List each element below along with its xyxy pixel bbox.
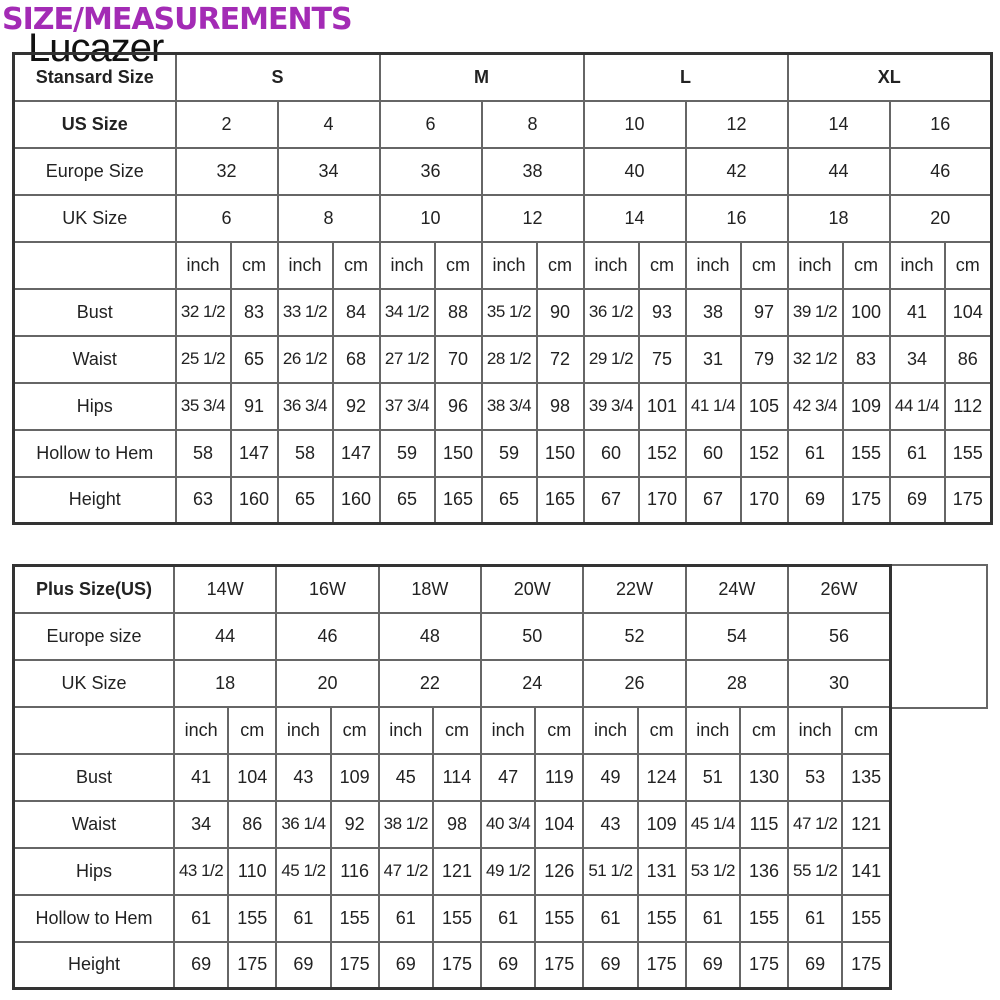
measure-value: 65 — [231, 336, 278, 383]
measure-value: 29 1/2 — [584, 336, 639, 383]
unit-label-cm: cm — [435, 242, 482, 289]
measure-value: 43 1/2 — [174, 848, 228, 895]
measure-value: 175 — [433, 942, 481, 989]
row-plus-us-size — [14, 566, 891, 613]
europe-size-value: 36 — [380, 148, 482, 195]
measure-label: Hollow to Hem — [14, 430, 176, 477]
measure-value: 43 — [583, 801, 637, 848]
row-plus-europe-size — [14, 613, 891, 660]
measure-value: 170 — [639, 477, 686, 524]
measure-row-bust — [14, 289, 992, 336]
measure-value: 86 — [945, 336, 992, 383]
measure-value: 63 — [176, 477, 231, 524]
measure-value: 175 — [842, 942, 890, 989]
measure-value: 155 — [331, 895, 379, 942]
measure-value: 79 — [741, 336, 788, 383]
row-units — [14, 242, 992, 289]
us-size-label: US Size — [14, 101, 176, 148]
measure-value: 93 — [639, 289, 686, 336]
measure-row-hollow-to-hem — [14, 430, 992, 477]
measure-value: 155 — [535, 895, 583, 942]
measure-value: 69 — [890, 477, 945, 524]
unit-label-cm: cm — [638, 707, 686, 754]
uk-size-value: 24 — [481, 660, 583, 707]
unit-label-inch: inch — [583, 707, 637, 754]
measure-value: 60 — [584, 430, 639, 477]
measure-value: 109 — [331, 754, 379, 801]
measure-value: 45 — [379, 754, 433, 801]
measure-value: 34 — [174, 801, 228, 848]
measure-value: 35 3/4 — [176, 383, 231, 430]
unit-label-inch: inch — [176, 242, 231, 289]
europe-size-value: 52 — [583, 613, 685, 660]
measure-value: 104 — [228, 754, 276, 801]
size-group-xl: XL — [788, 54, 992, 101]
measure-value: 90 — [537, 289, 584, 336]
measure-value: 61 — [788, 895, 842, 942]
europe-size-value: 32 — [176, 148, 278, 195]
measure-value: 65 — [380, 477, 435, 524]
measure-value: 160 — [231, 477, 278, 524]
measure-value: 38 — [686, 289, 741, 336]
measure-value: 121 — [842, 801, 890, 848]
uk-size-value: 12 — [482, 195, 584, 242]
europe-size-label: Europe size — [14, 613, 175, 660]
standard-size-table — [12, 52, 993, 525]
measure-value: 69 — [583, 942, 637, 989]
uk-size-value: 18 — [174, 660, 276, 707]
measure-value: 105 — [741, 383, 788, 430]
measure-value: 83 — [231, 289, 278, 336]
measure-value: 40 3/4 — [481, 801, 535, 848]
unit-label-cm: cm — [639, 242, 686, 289]
measure-value: 31 — [686, 336, 741, 383]
measure-value: 58 — [176, 430, 231, 477]
measure-value: 69 — [788, 942, 842, 989]
measure-value: 88 — [435, 289, 482, 336]
measure-value: 100 — [843, 289, 890, 336]
uk-size-value: 28 — [686, 660, 788, 707]
size-group-s: S — [176, 54, 380, 101]
us-size-value: 14 — [788, 101, 890, 148]
measure-value: 96 — [435, 383, 482, 430]
uk-size-label: UK Size — [14, 660, 175, 707]
measure-value: 61 — [481, 895, 535, 942]
measure-value: 84 — [333, 289, 380, 336]
measure-value: 152 — [741, 430, 788, 477]
unit-label-cm: cm — [433, 707, 481, 754]
measure-label: Bust — [14, 289, 176, 336]
measure-value: 155 — [433, 895, 481, 942]
measure-value: 33 1/2 — [278, 289, 333, 336]
us-size-value: 16 — [890, 101, 992, 148]
measure-value: 53 — [788, 754, 842, 801]
unit-label-cm: cm — [333, 242, 380, 289]
uk-size-value: 30 — [788, 660, 890, 707]
measure-value: 91 — [231, 383, 278, 430]
uk-size-value: 6 — [176, 195, 278, 242]
measure-row-hips — [14, 383, 992, 430]
measure-value: 69 — [379, 942, 433, 989]
measure-value: 160 — [333, 477, 380, 524]
measure-value: 114 — [433, 754, 481, 801]
measure-value: 104 — [535, 801, 583, 848]
measure-value: 155 — [945, 430, 992, 477]
unit-label-cm: cm — [740, 707, 788, 754]
measure-value: 109 — [638, 801, 686, 848]
measure-value: 115 — [740, 801, 788, 848]
uk-size-value: 8 — [278, 195, 380, 242]
us-size-value: 4 — [278, 101, 380, 148]
measure-label: Bust — [14, 754, 175, 801]
measure-value: 110 — [228, 848, 276, 895]
row-europe-size — [14, 148, 992, 195]
plus-measure-row-hips — [14, 848, 891, 895]
header-row-size-groups — [14, 54, 992, 101]
measure-value: 141 — [842, 848, 890, 895]
europe-size-value: 50 — [481, 613, 583, 660]
measure-label: Hips — [14, 848, 175, 895]
measure-label: Hips — [14, 383, 176, 430]
measure-row-waist — [14, 336, 992, 383]
europe-size-value: 54 — [686, 613, 788, 660]
measure-value: 175 — [740, 942, 788, 989]
measure-value: 39 3/4 — [584, 383, 639, 430]
unit-label-inch: inch — [686, 242, 741, 289]
plus-measure-row-bust — [14, 754, 891, 801]
measure-value: 37 3/4 — [380, 383, 435, 430]
measure-value: 36 3/4 — [278, 383, 333, 430]
measure-value: 45 1/2 — [276, 848, 330, 895]
measure-value: 41 — [174, 754, 228, 801]
measure-value: 147 — [333, 430, 380, 477]
measure-value: 135 — [842, 754, 890, 801]
standard-size-label: Stansard Size — [14, 54, 176, 101]
measure-value: 32 1/2 — [788, 336, 843, 383]
europe-size-value: 46 — [890, 148, 992, 195]
measure-value: 36 1/2 — [584, 289, 639, 336]
measure-value: 51 — [686, 754, 740, 801]
row-us-size — [14, 101, 992, 148]
measure-value: 34 — [890, 336, 945, 383]
measure-value: 152 — [639, 430, 686, 477]
measure-value: 175 — [228, 942, 276, 989]
measure-value: 170 — [741, 477, 788, 524]
unit-label-cm: cm — [228, 707, 276, 754]
measure-value: 126 — [535, 848, 583, 895]
brand-watermark: Lucazer — [28, 26, 164, 70]
measure-value: 49 1/2 — [481, 848, 535, 895]
measure-value: 61 — [379, 895, 433, 942]
measure-value: 69 — [174, 942, 228, 989]
plus-size-label: Plus Size(US) — [14, 566, 175, 613]
measure-value: 165 — [435, 477, 482, 524]
uk-size-value: 20 — [276, 660, 378, 707]
measure-value: 70 — [435, 336, 482, 383]
measure-value: 41 — [890, 289, 945, 336]
measure-value: 42 3/4 — [788, 383, 843, 430]
unit-label-inch: inch — [379, 707, 433, 754]
europe-size-value: 44 — [174, 613, 276, 660]
measure-value: 44 1/4 — [890, 383, 945, 430]
measure-value: 61 — [890, 430, 945, 477]
measure-value: 121 — [433, 848, 481, 895]
measure-value: 67 — [686, 477, 741, 524]
measure-value: 175 — [535, 942, 583, 989]
measure-value: 60 — [686, 430, 741, 477]
uk-size-label: UK Size — [14, 195, 176, 242]
uk-size-value: 22 — [379, 660, 481, 707]
measure-value: 69 — [788, 477, 843, 524]
unit-label-cm: cm — [535, 707, 583, 754]
uk-size-value: 18 — [788, 195, 890, 242]
measure-value: 47 — [481, 754, 535, 801]
measure-label: Hollow to Hem — [14, 895, 175, 942]
measure-value: 58 — [278, 430, 333, 477]
measure-value: 69 — [686, 942, 740, 989]
measure-label: Height — [14, 477, 176, 524]
us-size-value: 12 — [686, 101, 788, 148]
uk-size-value: 14 — [584, 195, 686, 242]
row-plus-uk-size — [14, 660, 891, 707]
measure-value: 61 — [583, 895, 637, 942]
measure-value: 68 — [333, 336, 380, 383]
measure-value: 109 — [843, 383, 890, 430]
row-uk-size — [14, 195, 992, 242]
unit-label-cm: cm — [945, 242, 992, 289]
measure-value: 65 — [482, 477, 537, 524]
size-group-l: L — [584, 54, 788, 101]
measure-value: 92 — [331, 801, 379, 848]
plus-measure-row-waist — [14, 801, 891, 848]
measure-value: 86 — [228, 801, 276, 848]
row-plus-units — [14, 707, 891, 754]
measure-value: 150 — [435, 430, 482, 477]
measure-value: 65 — [278, 477, 333, 524]
unit-label-cm: cm — [537, 242, 584, 289]
unit-label-inch: inch — [788, 242, 843, 289]
europe-size-value: 42 — [686, 148, 788, 195]
measure-value: 61 — [174, 895, 228, 942]
plus-us-size-value: 18W — [379, 566, 481, 613]
measure-label: Waist — [14, 336, 176, 383]
measure-value: 116 — [331, 848, 379, 895]
measure-value: 124 — [638, 754, 686, 801]
unit-label-inch: inch — [788, 707, 842, 754]
measure-value: 41 1/4 — [686, 383, 741, 430]
measure-value: 92 — [333, 383, 380, 430]
unit-label-cm: cm — [842, 707, 890, 754]
plus-us-size-value: 22W — [583, 566, 685, 613]
plus-us-size-value: 26W — [788, 566, 890, 613]
measure-value: 155 — [740, 895, 788, 942]
plus-measure-row-hollow-to-hem — [14, 895, 891, 942]
unit-label-cm: cm — [331, 707, 379, 754]
measure-value: 165 — [537, 477, 584, 524]
measure-value: 61 — [276, 895, 330, 942]
measure-value: 59 — [380, 430, 435, 477]
measure-value: 55 1/2 — [788, 848, 842, 895]
measure-value: 53 1/2 — [686, 848, 740, 895]
measure-value: 69 — [481, 942, 535, 989]
measure-value: 155 — [843, 430, 890, 477]
measure-value: 75 — [639, 336, 686, 383]
measure-row-height — [14, 477, 992, 524]
unit-label-inch: inch — [890, 242, 945, 289]
europe-size-value: 56 — [788, 613, 890, 660]
unit-label-inch: inch — [481, 707, 535, 754]
us-size-value: 10 — [584, 101, 686, 148]
plus-us-size-value: 16W — [276, 566, 378, 613]
measure-value: 47 1/2 — [379, 848, 433, 895]
measure-value: 49 — [583, 754, 637, 801]
measure-value: 28 1/2 — [482, 336, 537, 383]
measure-value: 155 — [228, 895, 276, 942]
measure-value: 101 — [639, 383, 686, 430]
uk-size-value: 26 — [583, 660, 685, 707]
unit-label-cm: cm — [741, 242, 788, 289]
us-size-value: 6 — [380, 101, 482, 148]
unit-label-inch: inch — [380, 242, 435, 289]
measure-value: 51 1/2 — [583, 848, 637, 895]
measure-value: 47 1/2 — [788, 801, 842, 848]
measure-value: 39 1/2 — [788, 289, 843, 336]
measure-value: 147 — [231, 430, 278, 477]
unit-label-inch: inch — [276, 707, 330, 754]
measure-value: 32 1/2 — [176, 289, 231, 336]
europe-size-value: 40 — [584, 148, 686, 195]
plus-size-table — [12, 564, 892, 990]
measure-label: Waist — [14, 801, 175, 848]
unit-label-inch: inch — [584, 242, 639, 289]
measure-value: 61 — [686, 895, 740, 942]
measure-value: 34 1/2 — [380, 289, 435, 336]
measure-value: 98 — [433, 801, 481, 848]
measure-value: 112 — [945, 383, 992, 430]
measure-value: 67 — [584, 477, 639, 524]
measure-value: 130 — [740, 754, 788, 801]
unit-label-cm: cm — [843, 242, 890, 289]
units-blank-cell — [14, 707, 175, 754]
europe-size-value: 46 — [276, 613, 378, 660]
europe-size-value: 48 — [379, 613, 481, 660]
uk-size-value: 20 — [890, 195, 992, 242]
measure-value: 175 — [945, 477, 992, 524]
measure-value: 38 1/2 — [379, 801, 433, 848]
measure-value: 83 — [843, 336, 890, 383]
us-size-value: 8 — [482, 101, 584, 148]
unit-label-inch: inch — [174, 707, 228, 754]
measure-value: 155 — [638, 895, 686, 942]
measure-value: 119 — [535, 754, 583, 801]
size-group-m: M — [380, 54, 584, 101]
measure-value: 150 — [537, 430, 584, 477]
measure-value: 43 — [276, 754, 330, 801]
plus-us-size-value: 14W — [174, 566, 276, 613]
measure-value: 97 — [741, 289, 788, 336]
unit-label-inch: inch — [482, 242, 537, 289]
measure-value: 72 — [537, 336, 584, 383]
measure-value: 61 — [788, 430, 843, 477]
unit-label-inch: inch — [686, 707, 740, 754]
plus-us-size-value: 24W — [686, 566, 788, 613]
uk-size-value: 10 — [380, 195, 482, 242]
measure-value: 131 — [638, 848, 686, 895]
uk-size-value: 16 — [686, 195, 788, 242]
measure-value: 175 — [331, 942, 379, 989]
measure-value: 69 — [276, 942, 330, 989]
plus-us-size-value: 20W — [481, 566, 583, 613]
plus-measure-row-height — [14, 942, 891, 989]
europe-size-label: Europe Size — [14, 148, 176, 195]
measure-value: 45 1/4 — [686, 801, 740, 848]
units-blank-cell — [14, 242, 176, 289]
page-title: SIZE/MEASUREMENTS — [2, 2, 352, 37]
measure-value: 98 — [537, 383, 584, 430]
europe-size-value: 44 — [788, 148, 890, 195]
plus-table-empty-area — [892, 564, 988, 709]
measure-value: 38 3/4 — [482, 383, 537, 430]
measure-value: 25 1/2 — [176, 336, 231, 383]
measure-value: 36 1/4 — [276, 801, 330, 848]
measure-value: 59 — [482, 430, 537, 477]
us-size-value: 2 — [176, 101, 278, 148]
europe-size-value: 34 — [278, 148, 380, 195]
measure-value: 35 1/2 — [482, 289, 537, 336]
europe-size-value: 38 — [482, 148, 584, 195]
measure-value: 155 — [842, 895, 890, 942]
measure-value: 104 — [945, 289, 992, 336]
measure-label: Height — [14, 942, 175, 989]
unit-label-inch: inch — [278, 242, 333, 289]
measure-value: 27 1/2 — [380, 336, 435, 383]
unit-label-cm: cm — [231, 242, 278, 289]
measure-value: 175 — [638, 942, 686, 989]
measure-value: 175 — [843, 477, 890, 524]
measure-value: 136 — [740, 848, 788, 895]
measure-value: 26 1/2 — [278, 336, 333, 383]
